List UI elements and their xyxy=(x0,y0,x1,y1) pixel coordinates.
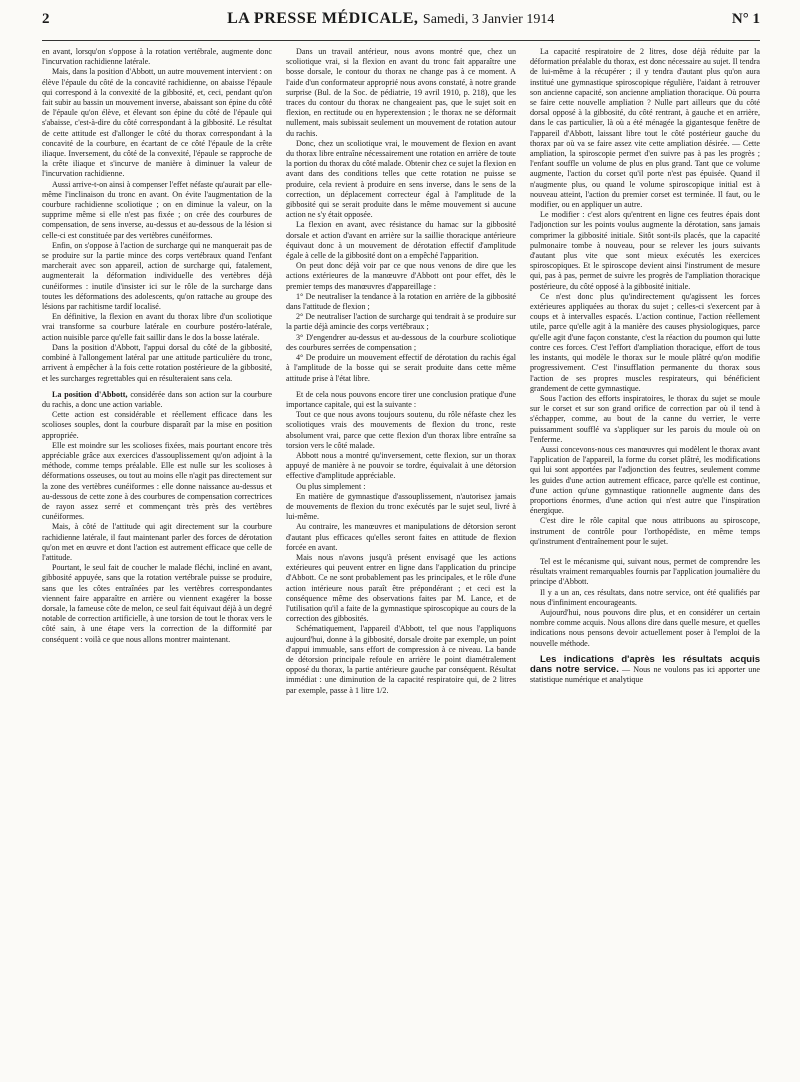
paragraph: Mais nous n'avons jusqu'à présent envisagé que les actions extérieures qui peuvent entrer en ligne dans l'application du principe d'Abbott. Ce ne sont probablement pas les principales, et le rôle d'une action intérieure nous paraît être prépondérant ; et ceci est la conséquence même des observations faites par M. Lance, et de l'utilisation qu'il a faite de la gymnastique spiroscopique au cours de la correction des gibbosités. xyxy=(286,552,516,624)
paragraph: en avant, lorsqu'on s'oppose à la rotation vertébrale, augmente donc l'incurvation rachidienne latérale. xyxy=(42,47,272,67)
paragraph: Mais, à côté de l'attitude qui agit directement sur la courbure rachidienne latérale, il faut maintenant parler des forces de dérotation qu'on met en œuvre et dont l'action est autrement efficace que celle de l'attitude. xyxy=(42,522,272,562)
paragraph: Abbott nous a montré qu'inversement, cette flexion, sur un thorax appuyé de manière à ne pouvoir se tordre, équivalait à une détorsion effective d'amplitude appréciable. xyxy=(286,450,516,481)
lead-in: La position d'Abbott, xyxy=(52,389,128,399)
journal-title xyxy=(227,10,554,28)
page-header xyxy=(42,10,760,41)
paragraph: Pourtant, le seul fait de coucher le malade fléchi, incliné en avant, gibbosité appuyée, sans que la rotation vertébrale puisse se produire, sans que les côtes entraînées par les vertèbres correspondantes viennent faire apparaître en arrière ou viennent exagérer la bosse dorsale, la fameuse côte de melon, ce seul fait équivaut déjà à un degré notable de correction artificielle, à une torsion de tout le thorax vers le côté sain, à une étape vers la correction de la difformité par conséquent : voilà ce que nous allons montrer maintenant. xyxy=(42,563,272,644)
paragraph: Le modifier : c'est alors qu'entrent en ligne ces feutres épais dont l'adjonction sur les points voulus augmente la dérotation, sans jamais comprimer la gibbosité initiale. Sitôt sont-ils placés, que la capacité pulmonaire tombe à nouveau, pour se relever les jours suivants d'autant plus vite que sont mieux exécutés les exercices spiroscopiques. Et le spiroscope devient ainsi l'instrument de mesure qui, pas à pas, permet de suivre les progrès de l'ampliation thoracique postérieure, du côté opposé à la gibbosité initiale. xyxy=(530,210,760,291)
paragraph: Cette action est considérable et réellement efficace dans les scolioses souples, dont la courbure disparaît par la mise en position appropriée. xyxy=(42,410,272,440)
paragraph xyxy=(42,390,272,410)
paragraph: Mais, dans la position d'Abbott, un autre mouvement intervient : on élève l'épaule du côté de la concavité rachidienne, on abaisse l'épaule qui correspond à la convexité de la gibbosité, et, ceci, pendant qu'on fait subir au bassin un mouvement inverse, abaissant son épine du côté de l'épaule qu'on élève, et élevant son épine du côté de l'épaule qui s'abaisse, c'est-à-dire du côté correspondant à la gibbosité. Le résultat de cette attitude est d'allonger le côté du thorax correspondant à la concavité de la courbure, en écartant de ce côté l'épaule de la crête iliaque. Inversement, du côté de la convexité, l'épaule se rapproche de la crête iliaque et s'incurve de manière à diminuer la valeur de l'incurvation rachidienne. xyxy=(42,67,272,179)
column-2 xyxy=(286,47,516,1077)
column-1 xyxy=(42,47,272,1077)
list-item: 4° De produire un mouvement effectif de dérotation du rachis égal à l'amplitude de la bosse qui se serait produite dans cette même attitude prise à l'état libre. xyxy=(286,353,516,383)
paragraph: Ce n'est donc plus qu'indirectement qu'agissent les forces extérieures appliquées au thorax du sujet ; celles-ci s'exercent par à coups et à intervalles espacés. L'action continue, l'action réellement utile, parce qu'elle agit à la manière des causes physiologiques, parce qu'elle agit d'une façon constante, c'est la réaction du poumon qui lutte contre ces forces. C'est l'effort d'ampliation thoracique, effort de tous les instants, qui modèle le thorax sur le moule plâtré qu'on modifie progressivement. C'est l'insufflation permanente du thorax sous l'action de ses propres muscles respirateurs, qui bénéficient grandement de cette gymnastique. xyxy=(530,291,760,393)
list-item: 3° D'engendrer au-dessus et au-dessous de la courbure scoliotique des courbures serrées de compensation ; xyxy=(286,332,516,352)
column-3 xyxy=(530,47,760,1077)
paragraph-rest: considérée dans son action sur la courbure du rachis, a donc une action variable. xyxy=(42,389,272,409)
issue-date: Samedi, 3 Janvier 1914 xyxy=(422,12,555,27)
paragraph: Et de cela nous pouvons encore tirer une conclusion pratique d'une importance capitale, qui est la suivante : xyxy=(286,389,516,409)
paragraph: En matière de gymnastique d'assouplissement, n'autorisez jamais de mouvements de flexion du tronc exécutés par le sujet seul, livré à lui-même. xyxy=(286,491,516,522)
list-item: 1° De neutraliser la tendance à la rotation en arrière de la gibbosité dans l'attitude de flexion ; xyxy=(286,291,516,312)
paragraph: Aujourd'hui, nous pouvons dire plus, et en considérer un certain nombre comme acquis. Nous allons dire dans quelle mesure, et quelles indications nous pensons devoir actuellement poser à l'emploi de la nouvelle méthode. xyxy=(530,607,760,648)
paragraph-rest: — Nous ne voulons pas ici apporter une statistique numérique et analytique xyxy=(530,664,760,685)
paragraph: On peut donc déjà voir par ce que nous venons de dire que les actions extérieures de la manœuvre d'Abbott ont pour effet, dès le premier temps des manœuvres d'appareillage : xyxy=(286,261,516,291)
paragraph: Tout ce que nous avons toujours soutenu, du rôle néfaste chez les scoliotiques vrais des mouvements de flexion du tronc, reste absolument vrai, parce que cette flexion d'un thorax libre entraîne sa torsion vers le côté malade. xyxy=(286,410,516,450)
article-columns xyxy=(42,47,760,1077)
page-number: 2 xyxy=(42,11,50,27)
paragraph: Dans la position d'Abbott, l'appui dorsal du côté de la gibbosité, combiné à l'allongement latéral par une attitude particulière du tronc, arrivent à empêcher à la fois cette rotation postérieure de la gibbosité, et les surcharges regrettables qui en résulteraient sans cela. xyxy=(42,342,272,383)
paragraph: Au contraire, les manœuvres et manipulations de détorsion seront d'autant plus efficaces qu'elles seront faites en attitude de flexion forcée en avant. xyxy=(286,522,516,552)
issue-number: N° 1 xyxy=(731,11,760,27)
section-spacer xyxy=(530,547,760,557)
paragraph: Aussi concevons-nous ces manœuvres qui modèlent le thorax avant l'application de l'appareil, la forme du corset plâtré, les modifications qui lui sont apportées par l'adjonction des feutres, seulement comme les guides d'une action autrement efficace, parce qu'elle est continue, d'une action qu'une gymnastique rationnelle augmente dans des proportions énormes, d'une action qui n'est autre que l'inspiration énergique. xyxy=(530,444,760,516)
paragraph: Dans un travail antérieur, nous avons montré que, chez un scoliotique vrai, si la flexion en avant du tronc fait apparaître une bosse dorsale, le contour du thorax ne change pas à ce moment. A l'aide d'un conformateur approprié nous avons constaté, à notre grande surprise (Bul. de la Soc. de pédiatrie, 19 avril 1910, p. 218), que les traces du contour du thorax ne changeaient pas, que le sujet soit en flexion, en rectitude ou en hyperextension ; le thorax ne se déformait nullement, mais subissait seulement un mouvement de rotation autour du rachis. xyxy=(286,47,516,138)
paragraph: La capacité respiratoire de 2 litres, dose déjà réduite par la déformation préalable du thorax, est donc nécessaire au sujet. Il tendra de lui-même à la récupérer ; il y tendra d'autant plus qu'on aura institué une gymnastique spiroscopique régulière, l'aidant à retrouver son ancienne capacité, son ancienne ampliation thoracique. Où pourra se faire cette nouvelle ampliation ? Nulle part ailleurs que du côté dorsal opposé à la gibbosité, du côté rentrant, à gauche et en arrière, dans le cas particulier, là où a été ménagée la gigantesque fenêtre de l'appareil d'Abbott, laissant libre tout le côté postérieur gauche du thorax par où va se faire assez vite cette ampliation désirée. — Cette ampliation, la spiroscopie permet d'en suivre pas à pas les progrès ; l'enfant souffle un volume de plus en plus grand. Tant que ce volume augmente, l'action du corset qu'il porte n'est pas épuisée. Quand il n'augmente plus, ou quand le volume spiroscopique initial est à nouveau atteint, l'action du premier corset est terminée. Il faut, ou le modifier, ou en appliquer un autre. xyxy=(530,47,760,210)
paragraph: Ou plus simplement : xyxy=(296,481,366,491)
paragraph: Aussi arrive-t-on ainsi à compenser l'effet néfaste qu'aurait par elle-même l'inclinaison du tronc en avant. On évite l'augmentation de la courbure rachidienne scoliotique ; on en diminue la valeur, on la supprime même si elle n'est pas fixée ; on crée des courbures de compensation, de sens inverse, au-dessus et au-dessous de la lésion si celle-ci est constituée par des vertèbres cunéiformes. xyxy=(42,179,272,240)
list-item: 2° De neutraliser l'action de surcharge qui tendrait à se produire sur la partie déjà amincie des corps vertébraux ; xyxy=(286,312,516,332)
paragraph: Donc, chez un scoliotique vrai, le mouvement de flexion en avant du thorax libre entraîne nécessairement une rotation en arrière de toute la portion du thorax du côté malade. Obtenir chez ce sujet la flexion en avant dans des conditions telles que cette rotation ne puisse se produire, cela revient à produire en sens inverse, dans le sens de la correction, un déplacement correcteur égal à l'amplitude de la gibbosité qui se serait produite dans le même mouvement si aucune action ne s'y était opposée. xyxy=(286,138,516,220)
journal-name: LA PRESSE MÉDICALE, xyxy=(227,10,419,27)
paragraph: C'est dire le rôle capital que nous attribuons au spiroscope, instrument de contrôle pour l'orthopédiste, en même temps qu'instrument d'entraînement pour le sujet. xyxy=(530,516,760,546)
paragraph: La flexion en avant, avec résistance du hamac sur la gibbosité dorsale et action d'avant en arrière sur la saillie thoracique antérieure équivaut donc à un mouvement de dérotation effectif d'amplitude égale à celle de la gibbosité dont on a empêché l'apparition. xyxy=(286,220,516,261)
paragraph: Il y a un an, ces résultats, dans notre service, ont été qualifiés par nous d'infiniment encourageants. xyxy=(530,587,760,607)
section-heading: Les indications d'après les résultats acquis dans notre service. xyxy=(530,653,760,675)
paragraph: Tel est le mécanisme qui, suivant nous, permet de comprendre les résultats vraiment remarquables fournis par l'application journalière du principe d'Abbott. xyxy=(530,556,760,587)
paragraph: Sous l'action des efforts inspiratoires, le thorax du sujet se moule sur le corset et sur son grand orifice de correction par où il tend à s'échapper, comme, au bout de la canne du verrier, le verre puissamment soufflé va s'appliquer sur les parois du moule où on l'enferme. xyxy=(530,393,760,444)
paragraph: Enfin, on s'oppose à l'action de surcharge qui ne manquerait pas de se produire sur la partie mince des corps vertébraux quand l'enfant marcherait avec son appareil, action de surcharge qui, fatalement, augmenterait la déformation individuelle des vertèbres déjà cunéiformes : inutile d'insister ici sur le rôle de la surcharge dans toutes les déformations des adolescents, qu'on rattache au groupe des lésions par rachitisme tardif localisé. xyxy=(42,240,272,312)
paragraph: Schématiquement, l'appareil d'Abbott, tel que nous l'appliquons aujourd'hui, donne à la gibbosité, dorsale droite par exemple, un point d'appui immuable, sans effort de compression à ce niveau. La bande de détorsion principale refoule en arrière le point diamétralement opposé du thorax, la partie antérieure gauche par conséquent. Résultat immédiat : une diminution de la capacité respiratoire qui, de 2 litres par exemple, passe à 1 litre 1/2. xyxy=(286,624,516,695)
paragraph: En définitive, la flexion en avant du thorax libre d'un scoliotique vrai transforme sa courbure latérale en courbure postéro-latérale, action nuisible parce qu'elle fait saillir dans le dos la bosse latérale. xyxy=(42,312,272,342)
section-paragraph xyxy=(530,655,760,686)
paragraph: Elle est moindre sur les scolioses fixées, mais pourtant encore très appréciable grâce aux exercices d'assouplissement qu'on adjoint à la méthode, comme temps préalable. Elle est nulle sur les scolioses à déformations osseuses, ou tout au moins elle n'agit pas directement sur la zone des vertèbres cunéiformes : elle donne naissance au-dessus et au-dessous de cette zone à des courbures de compensation correctrices de rayon assez serré et commençant très près des vertèbres cunéiformes. xyxy=(42,440,272,522)
